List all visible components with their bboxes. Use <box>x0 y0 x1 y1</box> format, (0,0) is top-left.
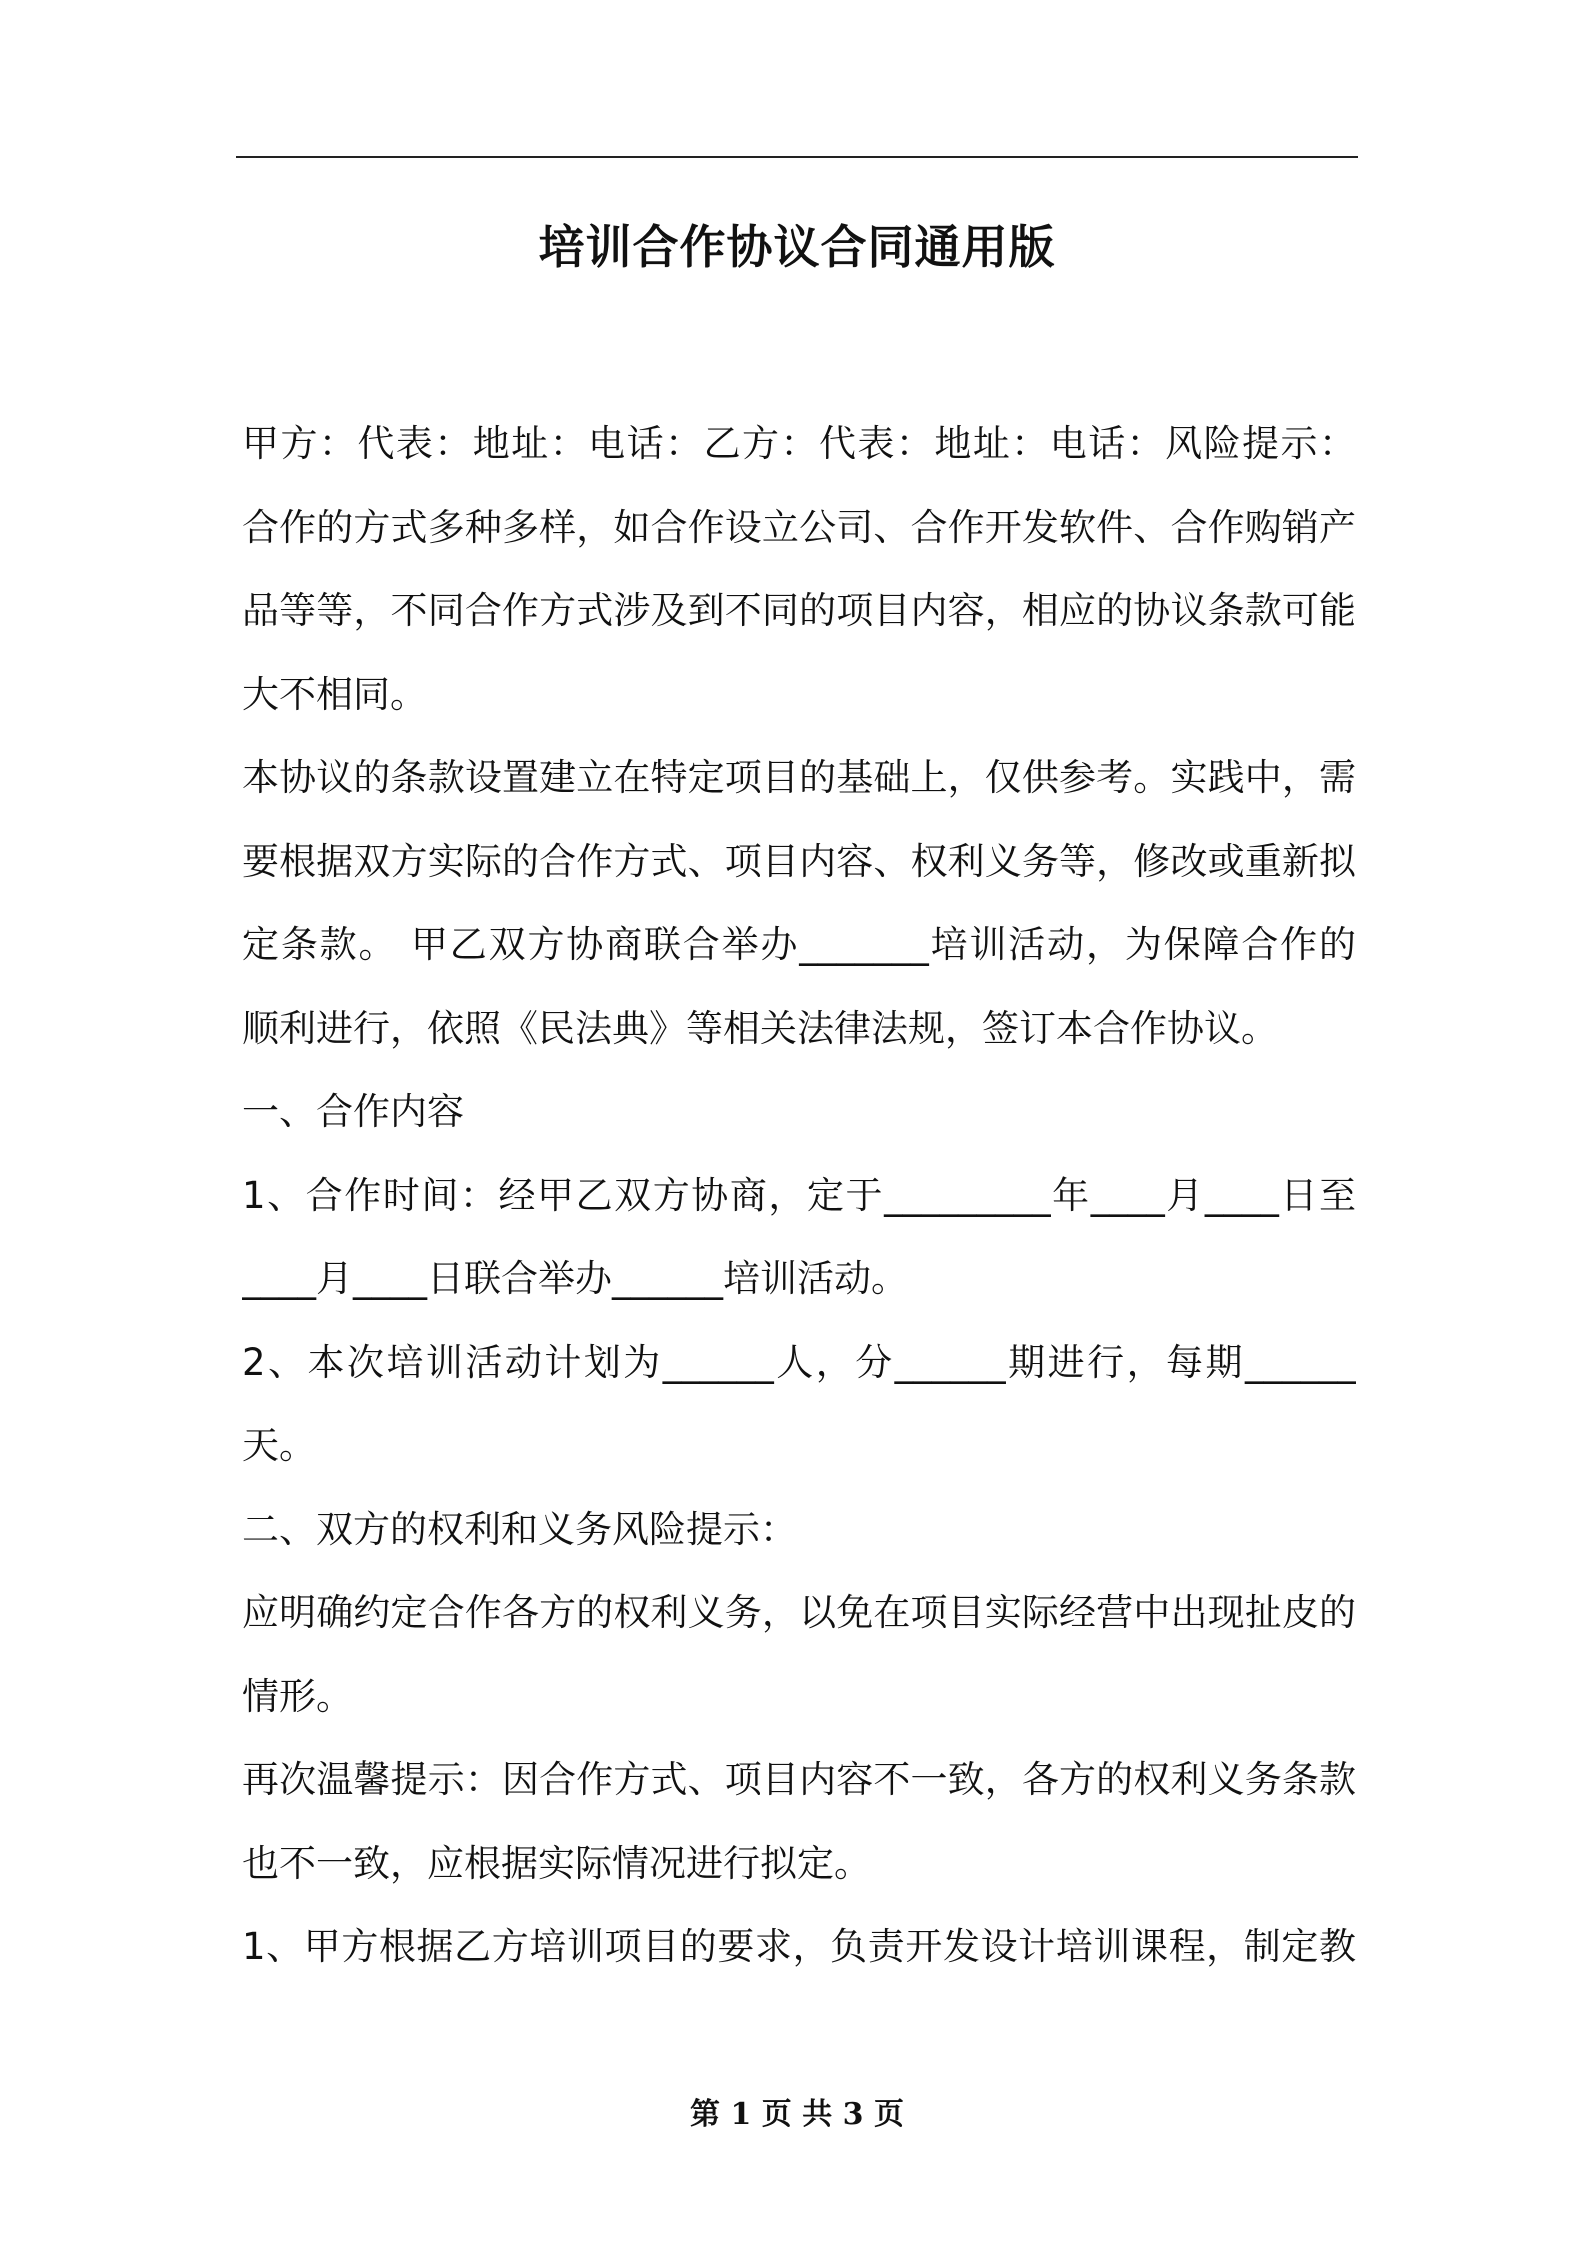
body-line: 2、本次培训活动计划为______人，分______期进行，每期______ <box>242 1340 1356 1384</box>
body-line: 定条款。 甲乙双方协商联合举办_______培训活动，为保障合作的 <box>242 923 1356 966</box>
body-line: 要根据双方实际的合作方式、项目内容、权利义务等，修改或重新拟 <box>242 839 1356 883</box>
body-line: 本协议的条款设置建立在特定项目的基础上，仅供参考。实践中，需 <box>242 756 1356 799</box>
body-line: 品等等，不同合作方式涉及到不同的项目内容，相应的协议条款可能 <box>242 589 1356 632</box>
document-title: 培训合作协议合同通用版 <box>538 220 1056 274</box>
body-line: 天。 <box>242 1424 316 1467</box>
body-line: 合作的方式多种多样，如合作设立公司、合作开发软件、合作购销产 <box>242 505 1356 549</box>
body-line: 情形。 <box>242 1674 353 1718</box>
section-heading: 一、合作内容 <box>242 1090 464 1133</box>
page-number-footer: 第 1 页 共 3 页 <box>690 2097 904 2132</box>
body-line: 甲方：代表：地址：电话：乙方：代表：地址：电话：风险提示： <box>242 422 1356 465</box>
body-line: 也不一致，应根据实际情况进行拟定。 <box>242 1841 871 1885</box>
header-rule <box>236 156 1358 158</box>
section-heading: 二、双方的权利和义务风险提示： <box>242 1507 797 1551</box>
body-line: 再次温馨提示：因合作方式、项目内容不一致，各方的权利义务条款 <box>242 1758 1356 1801</box>
document-body <box>242 402 1356 1989</box>
body-line: ____月____日联合举办______培训活动。 <box>242 1257 908 1300</box>
body-line: 1、甲方根据乙方培训项目的要求，负责开发设计培训课程，制定教 <box>242 1925 1356 1968</box>
body-line: 顺利进行，依照《民法典》等相关法律法规，签订本合作协议。 <box>242 1006 1278 1050</box>
body-line: 1、合作时间：经甲乙双方协商，定于_________年____月____日至 <box>242 1173 1356 1217</box>
body-line: 应明确约定合作各方的权利义务，以免在项目实际经营中出现扯皮的 <box>242 1591 1356 1634</box>
body-line: 大不相同。 <box>242 672 427 716</box>
